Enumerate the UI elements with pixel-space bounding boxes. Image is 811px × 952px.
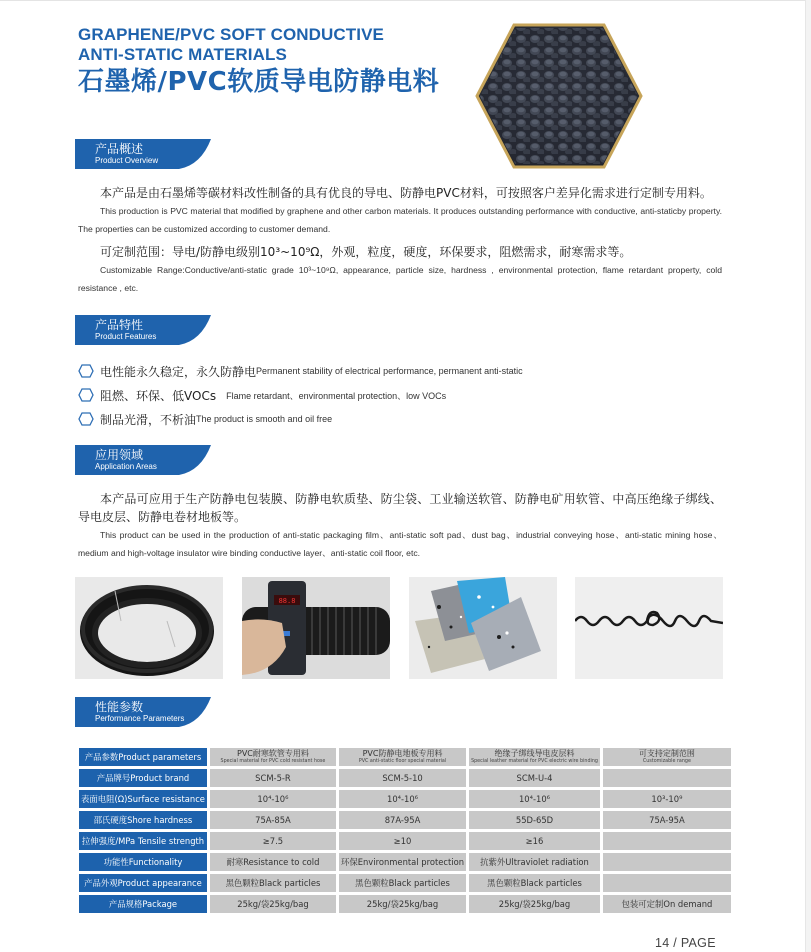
hexagon-bullet-icon [78, 388, 94, 402]
overview-text-en: This production is PVC material that modified by graphene and other carbon materials. It produces outstanding performance with conductive, anti-staticby property. The properties can be customized according to customer demand. [78, 206, 722, 234]
column-header [603, 748, 731, 766]
feature-text-en: Permanent stability of electrical performance, permanent anti-static [256, 366, 523, 376]
section-tab-performance-parameters [75, 697, 211, 727]
table-cell: 75A-95A [603, 811, 731, 829]
corrugated-hose-resistance-meter-photo [242, 577, 390, 679]
section-title-en: Product Features [95, 332, 157, 341]
table-cell [603, 769, 731, 787]
page-title-cn: 石墨烯/PVC软质导电防静电料 [78, 67, 440, 97]
table-row [79, 832, 731, 850]
table-cell [603, 832, 731, 850]
row-header: 产品外观Product appearance [79, 874, 207, 892]
table-cell: 抗紫外Ultraviolet radiation [469, 853, 600, 871]
column-title-en: Special material for PVC cold resistant hose [220, 759, 326, 764]
performance-parameters-table [76, 745, 734, 916]
column-title-en: Special leather material for PVC electric wire binding [471, 759, 598, 764]
section-tab-product-features [75, 315, 211, 345]
table-cell: 包装可定制On demand [603, 895, 731, 913]
page-number: 14 / PAGE [655, 936, 716, 950]
anti-static-floor-tiles-photo [409, 577, 557, 679]
table-cell: 黑色颗粒Black particles [210, 874, 336, 892]
title-en-line2: ANTI-STATIC MATERIALS [78, 45, 287, 64]
table-row [79, 811, 731, 829]
page-edge [805, 0, 811, 952]
black-coiled-hose-photo [75, 577, 223, 679]
overview-paragraph-2 [78, 243, 722, 297]
table-row [79, 895, 731, 913]
row-header: 产品规格Package [79, 895, 207, 913]
hexagon-bullet-icon [78, 412, 94, 426]
section-tab-application-areas [75, 445, 211, 475]
svg-text:88.8: 88.8 [278, 597, 296, 605]
feature-text-cn: 制品光滑，不析油 [100, 412, 197, 427]
applications-text-en: This product can be used in the production of anti-static packaging film、anti-static soft pad、dust bag、industrial conveying hose、anti-static mining hose、medium and high-voltage insulator wire binding conductive layer、anti-static coil floor, etc. [78, 530, 722, 558]
table-row [79, 853, 731, 871]
feature-item [78, 362, 523, 380]
feature-item [78, 386, 446, 404]
application-photos [75, 577, 725, 679]
section-title-en: Application Areas [95, 462, 157, 471]
table-cell: 黑色颗粒Black particles [339, 874, 466, 892]
spiral-binding-wire-photo [575, 577, 723, 679]
row-header: 邵氏硬度Shore hardness [79, 811, 207, 829]
table-cell: 黑色颗粒Black particles [469, 874, 600, 892]
section-title-cn: 应用领域 [95, 448, 144, 462]
table-cell: ≥7.5 [210, 832, 336, 850]
customizable-range-cn: 可定制范围：导电/防静电级别10³~10⁹Ω，外观，粒度，硬度，环保要求，阻燃需求，耐寒需求等。 [100, 245, 632, 259]
column-header [469, 748, 600, 766]
feature-text-cn: 电性能永久稳定，永久防静电 [100, 364, 257, 379]
section-title-en: Product Overview [95, 156, 159, 165]
table-cell: SCM-5-10 [339, 769, 466, 787]
table-row [79, 769, 731, 787]
applications-paragraph [78, 490, 722, 562]
table-cell: 25kg/袋25kg/bag [339, 895, 466, 913]
table-cell: 10⁴-10⁶ [469, 790, 600, 808]
column-title-cn: PVC耐寒软管专用料 [237, 749, 309, 758]
table-cell: 10⁴-10⁶ [339, 790, 466, 808]
top-divider [0, 0, 811, 1]
feature-text-en: Flame retardant、environmental protection、low VOCs [226, 390, 447, 401]
table-cell: 75A-85A [210, 811, 336, 829]
table-cell: 10⁴-10⁶ [210, 790, 336, 808]
table-row [79, 790, 731, 808]
row-header: 拉伸强度/MPa Tensile strength [79, 832, 207, 850]
column-title-cn: PVC防静电地板专用料 [362, 749, 443, 758]
feature-item [78, 410, 332, 428]
table-cell: 环保Environmental protection [339, 853, 466, 871]
table-cell [603, 853, 731, 871]
column-title-cn: 绝缘子绑线导电皮层料 [494, 749, 575, 758]
hexagon-bullet-icon [78, 364, 94, 378]
section-title-cn: 性能参数 [95, 700, 144, 714]
row-header: 产品牌号Product brand [79, 769, 207, 787]
column-title-en: PVC anti-static floor special material [358, 759, 447, 764]
overview-paragraph-1 [78, 184, 722, 238]
section-tab-product-overview [75, 139, 211, 169]
section-title-cn: 产品概述 [95, 142, 144, 156]
section-title-en: Performance Parameters [95, 714, 185, 723]
table-cell [603, 874, 731, 892]
table-cell: 55D-65D [469, 811, 600, 829]
column-header [210, 748, 336, 766]
overview-text-cn: 本产品是由石墨烯等碳材料改性制备的具有优良的导电、防静电PVC材料，可按照客户差异化需求进行定制专用料。 [100, 186, 712, 200]
customizable-range-en: Customizable Range:Conductive/anti-static grade 10³~10⁹Ω, appearance, particle size, hardness , environmental protection, flame retardant property, cold resistance , etc. [78, 265, 722, 293]
feature-text-en: The product is smooth and oil free [196, 414, 333, 424]
row-header: 表面电阻(Ω)Surface resistance [79, 790, 207, 808]
page-title-en [78, 25, 384, 65]
table-cell: 25kg/袋25kg/bag [469, 895, 600, 913]
table-cell: 87A-95A [339, 811, 466, 829]
table-cell: 25kg/袋25kg/bag [210, 895, 336, 913]
row-header: 产品参数Product parameters [79, 748, 207, 766]
table-cell: 耐寒Resistance to cold [210, 853, 336, 871]
table-cell: ≥16 [469, 832, 600, 850]
table-header-row [79, 748, 731, 766]
column-title-en: Customizable range [642, 759, 691, 764]
section-title-cn: 产品特性 [95, 318, 144, 332]
title-en-line1: GRAPHENE/PVC SOFT CONDUCTIVE [78, 25, 384, 44]
hero-pellets-image [474, 22, 644, 170]
table-cell: ≥10 [339, 832, 466, 850]
table-cell: 10³-10⁹ [603, 790, 731, 808]
column-title-cn: 可支持定制范围 [638, 749, 695, 758]
row-header: 功能性Functionality [79, 853, 207, 871]
table-cell: SCM-U-4 [469, 769, 600, 787]
applications-text-cn: 本产品可应用于生产防静电包装膜、防静电软质垫、防尘袋、工业输送软管、防静电矿用软管、中高压绝缘子绑线、导电皮层、防静电卷材地板等。 [78, 492, 722, 524]
table-cell: SCM-5-R [210, 769, 336, 787]
feature-text-cn: 阻燃、环保、低VOCs [100, 388, 217, 403]
column-header [339, 748, 466, 766]
table-row [79, 874, 731, 892]
